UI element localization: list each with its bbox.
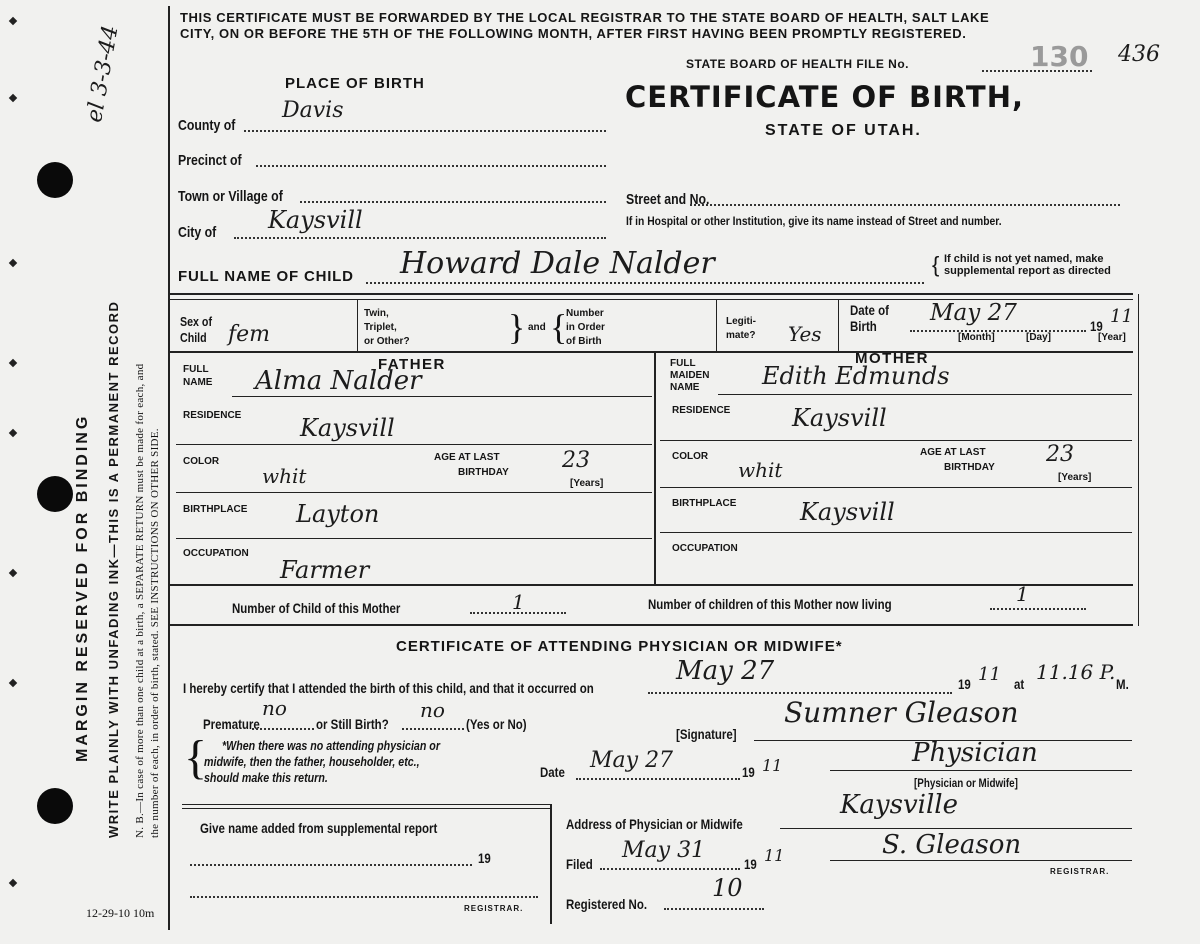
edge-mark bbox=[9, 359, 17, 367]
children-living-label: Number of children of this Mother now living bbox=[648, 596, 892, 612]
county-label: County of bbox=[178, 117, 236, 134]
registrar-signature: S. Gleason bbox=[882, 830, 1022, 860]
father-occupation-label: OCCUPATION bbox=[183, 548, 249, 559]
signed-year-prefix: 19 bbox=[742, 764, 755, 780]
divider bbox=[170, 293, 1133, 295]
town-label: Town or Village of bbox=[178, 188, 283, 205]
physician-title-caption: [Physician or Midwife] bbox=[914, 776, 1018, 790]
mother-name-label-line2: MAIDEN bbox=[670, 370, 710, 381]
mother-name-label-line3: NAME bbox=[670, 382, 700, 393]
certify-text: I hereby certify that I attended the birth of this child, and that it occurred on bbox=[183, 680, 594, 696]
certificate-title: CERTIFICATE OF BIRTH, bbox=[625, 80, 1025, 114]
children-living-value: 1 bbox=[1016, 582, 1029, 606]
yes-no-caption: (Yes or No) bbox=[466, 716, 527, 732]
father-color-value: whit bbox=[262, 464, 307, 488]
mother-birthplace-value: Kaysvill bbox=[800, 498, 895, 526]
father-occupation-value: Farmer bbox=[280, 556, 370, 584]
signed-date-value: May 27 bbox=[590, 748, 674, 773]
filed-date-value: May 31 bbox=[622, 838, 706, 863]
mother-name-label-line1: FULL bbox=[670, 358, 696, 369]
still-birth-value: no bbox=[420, 698, 445, 722]
margin-ink-text: WRITE PLAINLY WITH UNFADING INK—THIS IS A PERMANENT RECORD bbox=[106, 300, 121, 838]
legitimate-label-line1: Legiti- bbox=[726, 316, 756, 327]
child-number-label: Number of Child of this Mother bbox=[232, 600, 401, 616]
form-number: 12-29-10 10m bbox=[86, 906, 155, 920]
twin-label-line3: or Other? bbox=[364, 336, 410, 347]
father-age-label-line1: AGE AT LAST bbox=[434, 452, 500, 463]
father-birthplace-label: BIRTHPLACE bbox=[183, 504, 248, 515]
binder-hole bbox=[37, 162, 73, 198]
mother-name-value: Edith Edmunds bbox=[762, 362, 950, 390]
father-residence-label: RESIDENCE bbox=[183, 410, 242, 421]
father-residence-value: Kaysvill bbox=[300, 414, 395, 442]
divider bbox=[170, 351, 1133, 353]
place-of-birth-heading: PLACE OF BIRTH bbox=[285, 75, 425, 92]
form-left-border bbox=[168, 6, 170, 930]
birth-year-prefix: 19 bbox=[1090, 318, 1103, 334]
edge-mark bbox=[9, 569, 17, 577]
father-age-label-line2: BIRTHDAY bbox=[458, 467, 509, 478]
margin-note-line2: the number of each, in order of birth, stated. SEE INSTRUCTIONS ON OTHER SIDE. bbox=[149, 428, 161, 838]
mother-age-label-line2: BIRTHDAY bbox=[944, 462, 995, 473]
sex-value: fem bbox=[228, 322, 271, 347]
time-suffix: M. bbox=[1116, 676, 1129, 692]
at-label: at bbox=[1014, 676, 1025, 692]
header-instructions-line1: THIS CERTIFICATE MUST BE FORWARDED BY THE LOCAL REGISTRAR TO THE STATE BOARD OF HEALTH, SALT LAKE bbox=[180, 10, 990, 25]
header-instructions-line2: CITY, ON OR BEFORE THE 5TH OF THE FOLLOWING MONTH, AFTER FIRST HAVING BEEN PROMPTLY REGISTERED. bbox=[180, 26, 967, 41]
day-caption: [Day] bbox=[1026, 332, 1052, 343]
occurred-year-prefix: 19 bbox=[958, 676, 971, 692]
signed-year-value: 11 bbox=[762, 756, 783, 775]
binder-hole bbox=[37, 476, 73, 512]
father-years-caption: [Years] bbox=[570, 478, 604, 489]
registered-number-label: Registered No. bbox=[566, 896, 648, 912]
edge-mark bbox=[9, 879, 17, 887]
parents-divider bbox=[654, 352, 656, 584]
occurred-date-value: May 27 bbox=[676, 656, 775, 686]
corner-note: el 3-3-44 bbox=[82, 23, 124, 125]
legitimate-value: Yes bbox=[788, 322, 822, 346]
margin-binding-text: MARGIN RESERVED FOR BINDING bbox=[74, 413, 91, 762]
note-line1: *When there was no attending physician or bbox=[222, 738, 440, 753]
edge-mark bbox=[9, 17, 17, 25]
occurred-time-value: 11.16 P. bbox=[1036, 660, 1116, 684]
physician-heading: CERTIFICATE OF ATTENDING PHYSICIAN OR MIDWIFE* bbox=[396, 638, 843, 655]
edge-mark bbox=[9, 679, 17, 687]
address-label: Address of Physician or Midwife bbox=[566, 816, 743, 832]
county-value: Davis bbox=[282, 98, 344, 123]
year-caption: [Year] bbox=[1098, 332, 1126, 343]
premature-value: no bbox=[262, 696, 287, 720]
edge-mark bbox=[9, 429, 17, 437]
physician-title-value: Physician bbox=[912, 738, 1038, 768]
city-value: Kaysvill bbox=[268, 206, 363, 234]
mother-age-label-line1: AGE AT LAST bbox=[920, 447, 986, 458]
filed-label: Filed bbox=[566, 856, 593, 872]
mother-color-value: whit bbox=[738, 458, 783, 482]
still-birth-label: or Still Birth? bbox=[316, 716, 389, 732]
signature-label: [Signature] bbox=[676, 726, 737, 742]
edge-mark bbox=[9, 94, 17, 102]
twin-label-line2: Triplet, bbox=[364, 322, 397, 333]
father-name-label-line1: FULL bbox=[183, 364, 209, 375]
order-label-line1: Number bbox=[566, 308, 604, 319]
certificate-subtitle: STATE OF UTAH. bbox=[765, 122, 922, 139]
order-label-line3: of Birth bbox=[566, 336, 602, 347]
brace-icon: { bbox=[184, 731, 208, 784]
note-line2: midwife, then the father, householder, etc., bbox=[204, 754, 420, 769]
mother-age-value: 23 bbox=[1046, 442, 1074, 467]
legitimate-label-line2: mate? bbox=[726, 330, 756, 341]
date-label: Date bbox=[540, 764, 565, 780]
file-number-stamp: 130 bbox=[1030, 40, 1089, 73]
supplemental-year-prefix: 19 bbox=[478, 850, 491, 866]
precinct-label: Precinct of bbox=[178, 152, 242, 169]
file-number-label: STATE BOARD OF HEALTH FILE No. bbox=[686, 57, 909, 71]
divider bbox=[170, 584, 1133, 586]
father-color-label: COLOR bbox=[183, 456, 220, 467]
brace-icon: } bbox=[508, 307, 526, 347]
edge-mark bbox=[9, 259, 17, 267]
hospital-note: If in Hospital or other Institution, give its name instead of Street and number. bbox=[626, 214, 1002, 228]
supplemental-heading: Give name added from supplemental report bbox=[200, 820, 438, 836]
premature-label: Premature bbox=[203, 716, 260, 732]
sex-label-line1: Sex of bbox=[180, 314, 212, 329]
sex-label-line2: Child bbox=[180, 330, 207, 345]
order-label-line2: in Order bbox=[566, 322, 605, 333]
twin-label-line1: Twin, bbox=[364, 308, 389, 319]
mother-color-label: COLOR bbox=[672, 451, 709, 462]
street-label: Street and No. bbox=[626, 191, 710, 208]
occurred-year-value: 11 bbox=[978, 664, 1001, 685]
brace-icon: { bbox=[932, 252, 940, 277]
supplemental-registrar-caption: REGISTRAR. bbox=[464, 904, 524, 913]
mother-birthplace-label: BIRTHPLACE bbox=[672, 498, 737, 509]
date-of-birth-label-line2: Birth bbox=[850, 318, 877, 334]
file-number-handwritten: 436 bbox=[1118, 42, 1160, 67]
city-label: City of bbox=[178, 224, 217, 241]
mother-occupation-label: OCCUPATION bbox=[672, 543, 738, 554]
binder-hole bbox=[37, 788, 73, 824]
divider bbox=[170, 624, 1133, 626]
father-age-value: 23 bbox=[562, 448, 590, 473]
margin-note-line1: N. B.—In case of more than one child at a birth, a SEPARATE RETURN must be made for each, and bbox=[134, 363, 146, 838]
and-label: and bbox=[528, 322, 546, 333]
birth-year-value: 11 bbox=[1110, 306, 1133, 327]
father-name-value: Alma Nalder bbox=[255, 366, 422, 396]
child-name-value: Howard Dale Nalder bbox=[400, 246, 715, 281]
father-name-label-line2: NAME bbox=[183, 377, 213, 388]
note-line3: should make this return. bbox=[204, 770, 328, 785]
date-of-birth-label-line1: Date of bbox=[850, 302, 889, 318]
registered-number-value: 10 bbox=[712, 874, 743, 902]
registrar-caption: REGISTRAR. bbox=[1050, 867, 1110, 876]
child-name-label: FULL NAME OF CHILD bbox=[178, 268, 354, 285]
mother-residence-value: Kaysvill bbox=[792, 404, 887, 432]
father-birthplace-value: Layton bbox=[296, 500, 380, 528]
date-of-birth-value: May 27 bbox=[930, 300, 1017, 326]
physician-signature: Sumner Gleason bbox=[784, 696, 1019, 729]
supplemental-note-line1: If child is not yet named, make bbox=[944, 253, 1104, 265]
father-heading: FATHER bbox=[378, 356, 446, 373]
mother-heading: MOTHER bbox=[855, 350, 929, 367]
address-value: Kaysville bbox=[840, 790, 958, 820]
child-number-value: 1 bbox=[512, 590, 525, 614]
filed-year-prefix: 19 bbox=[744, 856, 757, 872]
mother-years-caption: [Years] bbox=[1058, 472, 1092, 483]
filed-year-value: 11 bbox=[764, 846, 785, 865]
month-caption: [Month] bbox=[958, 332, 995, 343]
supplemental-note-line2: supplemental report as directed bbox=[944, 265, 1111, 277]
brace-icon: { bbox=[550, 307, 568, 347]
mother-residence-label: RESIDENCE bbox=[672, 405, 731, 416]
